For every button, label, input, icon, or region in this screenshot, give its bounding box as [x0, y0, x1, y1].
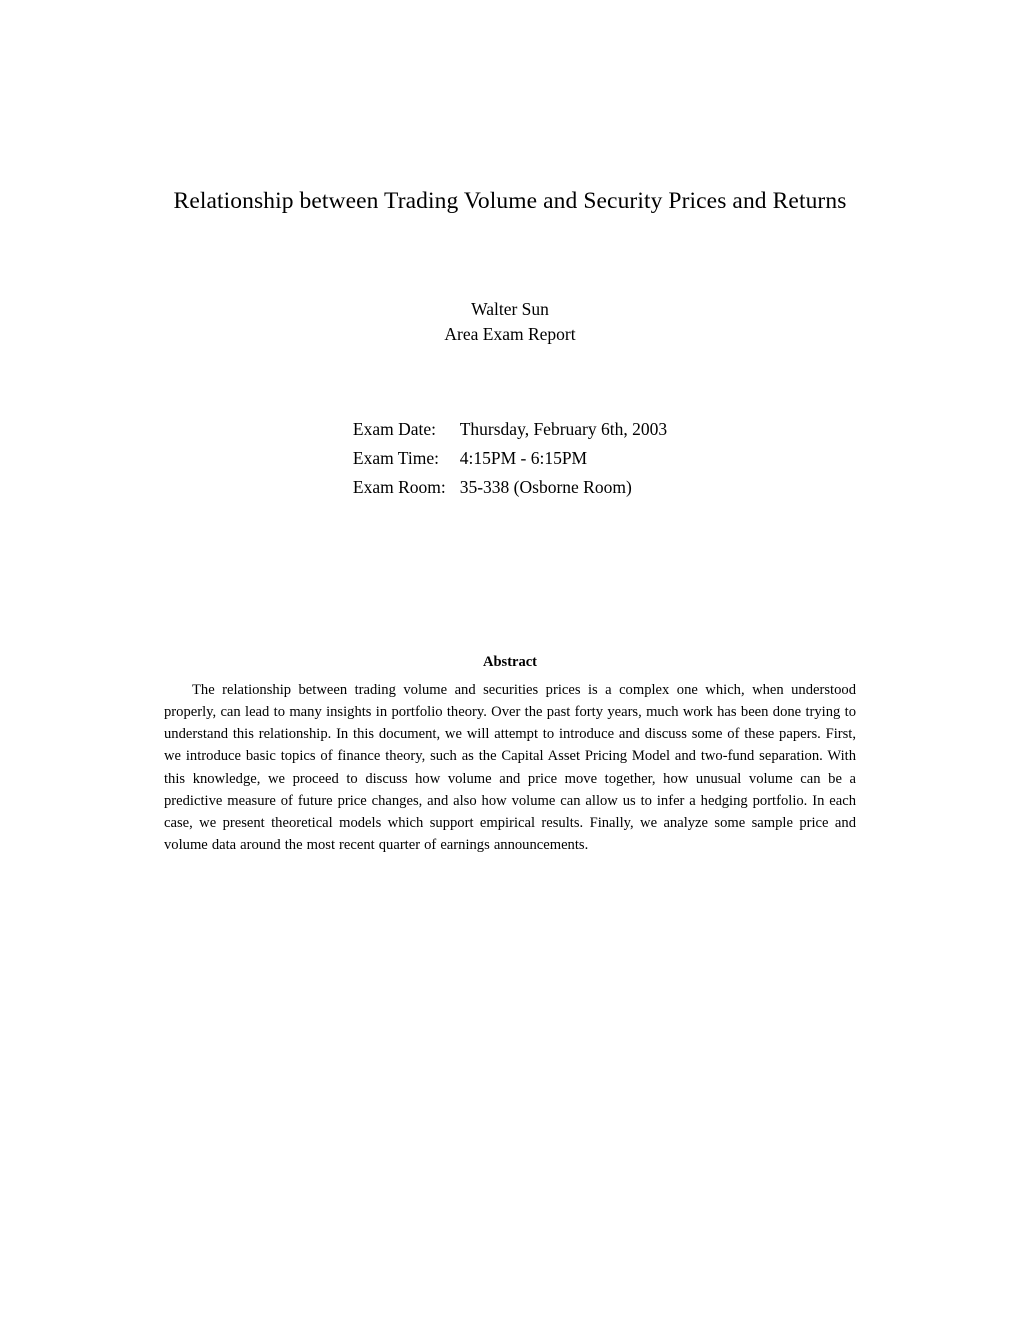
exam-info-table: [353, 417, 667, 504]
exam-room-label: Exam Room:: [352, 476, 446, 497]
author-name: Walter Sun: [471, 298, 549, 319]
report-type: Area Exam Report: [444, 323, 576, 344]
page-title: Relationship between Trading Volume and Security Prices and Returns: [173, 188, 847, 214]
table-row: [353, 475, 667, 504]
exam-date-value: Thursday, February 6th, 2003: [459, 419, 668, 440]
abstract-heading: Abstract: [483, 653, 537, 670]
abstract-body: The relationship between trading volume and securities prices is a complex one which, when understood properly, can lead to many insights in portfolio theory. Over the past forty years, much work has been done trying to understand this relationship. In this document, we will attempt to introduce and discuss some of these papers. First, we introduce basic topics of finance theory, such as the Capital Asset Pricing Model and two-fund separation. With this knowledge, we proceed to discuss how volume and price move together, how unusual volume can be a predictive measure of future price changes, and also how volume can allow us to infer a hedging portfolio. In each case, we present theoretical models which support empirical results. Finally, we analyze some sample price and volume data around the most recent quarter of earnings announcements.: [164, 681, 856, 854]
page-content: [163, 0, 857, 856]
exam-date-label: Exam Date:: [352, 419, 436, 440]
author-block: [163, 297, 857, 348]
table-row: [353, 446, 667, 475]
exam-time-value: 4:15PM - 6:15PM: [459, 448, 588, 469]
exam-room-value: 35-338 (Osborne Room): [459, 476, 632, 497]
abstract-section: [163, 654, 857, 856]
exam-time-label: Exam Time:: [352, 448, 439, 469]
table-row: [353, 417, 667, 446]
exam-info: [163, 417, 857, 504]
